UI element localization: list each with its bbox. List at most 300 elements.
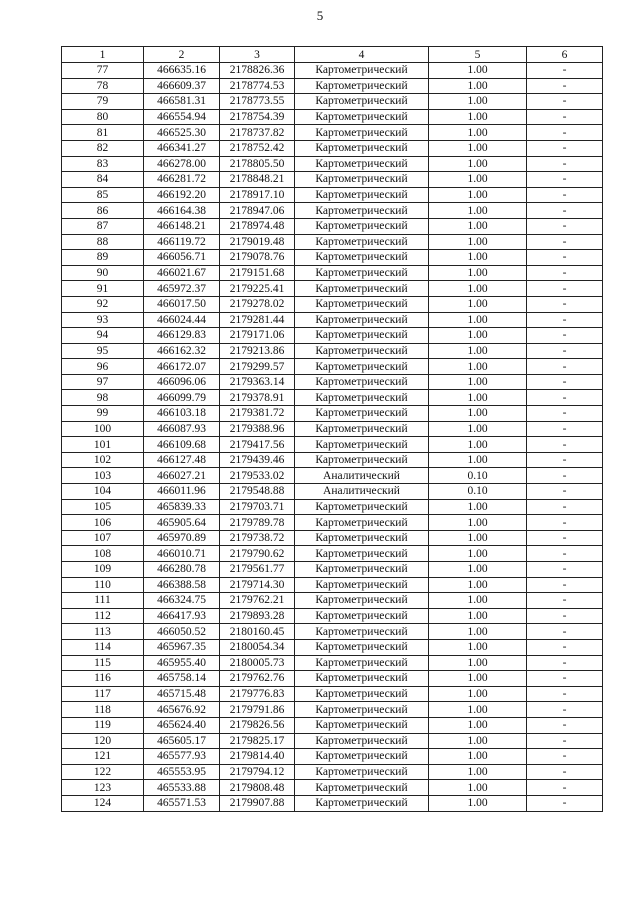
table-cell: 1.00	[429, 312, 527, 328]
table-cell: 107	[62, 530, 144, 546]
table-cell: 97	[62, 374, 144, 390]
table-row	[62, 234, 603, 250]
table-cell: 2179281.44	[220, 312, 295, 328]
table-cell: 85	[62, 187, 144, 203]
table-cell: 102	[62, 452, 144, 468]
table-cell: 113	[62, 624, 144, 640]
table-cell: 1.00	[429, 499, 527, 515]
table-cell: 466024.44	[144, 312, 220, 328]
table-cell: 1.00	[429, 437, 527, 453]
table-cell: 1.00	[429, 172, 527, 188]
table-cell: Картометрический	[295, 546, 429, 562]
table-cell: 466635.16	[144, 63, 220, 79]
table-cell: -	[527, 140, 603, 156]
table-cell: 91	[62, 281, 144, 297]
table-cell: 466087.93	[144, 421, 220, 437]
table-cell: 2178805.50	[220, 156, 295, 172]
table-cell: 466324.75	[144, 593, 220, 609]
table-cell: 110	[62, 577, 144, 593]
table-cell: -	[527, 265, 603, 281]
table-cell: -	[527, 717, 603, 733]
table-cell: 2179791.86	[220, 702, 295, 718]
table-cell: 90	[62, 265, 144, 281]
table-cell: Картометрический	[295, 515, 429, 531]
table-row	[62, 749, 603, 765]
table-row	[62, 702, 603, 718]
table-cell: -	[527, 764, 603, 780]
table-cell: -	[527, 234, 603, 250]
table-cell: 86	[62, 203, 144, 219]
table-cell: 1.00	[429, 250, 527, 266]
table-cell: Картометрический	[295, 686, 429, 702]
table-cell: 2179776.83	[220, 686, 295, 702]
table-cell: 466192.20	[144, 187, 220, 203]
table-cell: Картометрический	[295, 218, 429, 234]
table-cell: -	[527, 639, 603, 655]
table-cell: Картометрический	[295, 530, 429, 546]
table-cell: -	[527, 577, 603, 593]
table-cell: Картометрический	[295, 250, 429, 266]
table-cell: 1.00	[429, 671, 527, 687]
table-cell: Картометрический	[295, 795, 429, 811]
table-cell: Картометрический	[295, 374, 429, 390]
table-row	[62, 156, 603, 172]
table-cell: 466609.37	[144, 78, 220, 94]
table-cell: -	[527, 562, 603, 578]
table-cell: 1.00	[429, 452, 527, 468]
table-cell: 2179151.68	[220, 265, 295, 281]
table-cell: Картометрический	[295, 624, 429, 640]
table-cell: 2180005.73	[220, 655, 295, 671]
table-cell: -	[527, 390, 603, 406]
table-cell: 465553.95	[144, 764, 220, 780]
table-cell: 466099.79	[144, 390, 220, 406]
table-cell: -	[527, 749, 603, 765]
table-cell: 2180160.45	[220, 624, 295, 640]
table-cell: Картометрический	[295, 140, 429, 156]
table-cell: -	[527, 312, 603, 328]
table-cell: 2179278.02	[220, 296, 295, 312]
table-row	[62, 515, 603, 531]
table-cell: -	[527, 218, 603, 234]
table-row	[62, 484, 603, 500]
table-row	[62, 109, 603, 125]
table-cell: 104	[62, 484, 144, 500]
table-row	[62, 733, 603, 749]
table-row	[62, 281, 603, 297]
table-cell: -	[527, 733, 603, 749]
table-row	[62, 94, 603, 110]
table-cell: 116	[62, 671, 144, 687]
table-cell: 80	[62, 109, 144, 125]
table-cell: Картометрический	[295, 717, 429, 733]
table-cell: 2179363.14	[220, 374, 295, 390]
table-cell: 1.00	[429, 94, 527, 110]
table-cell: -	[527, 530, 603, 546]
table-cell: 96	[62, 359, 144, 375]
table-cell: 466525.30	[144, 125, 220, 141]
table-cell: Картометрический	[295, 780, 429, 796]
table-row	[62, 406, 603, 422]
table-cell: Картометрический	[295, 671, 429, 687]
table-cell: -	[527, 296, 603, 312]
table-cell: 111	[62, 593, 144, 609]
table-cell: Картометрический	[295, 125, 429, 141]
table-cell: 2178773.55	[220, 94, 295, 110]
table-cell: -	[527, 281, 603, 297]
table-cell: 92	[62, 296, 144, 312]
table-row	[62, 390, 603, 406]
table-cell: 465972.37	[144, 281, 220, 297]
table-cell: 1.00	[429, 203, 527, 219]
table-cell: 2179299.57	[220, 359, 295, 375]
table-cell: 1.00	[429, 281, 527, 297]
table-cell: -	[527, 421, 603, 437]
table-cell: 83	[62, 156, 144, 172]
table-cell: 1.00	[429, 328, 527, 344]
table-cell: 100	[62, 421, 144, 437]
table-cell: -	[527, 515, 603, 531]
table-cell: -	[527, 499, 603, 515]
table-cell: 2179893.28	[220, 608, 295, 624]
table-row	[62, 250, 603, 266]
table-body	[62, 63, 603, 812]
column-header: 6	[527, 47, 603, 63]
table-cell: 2179762.21	[220, 593, 295, 609]
table-cell: -	[527, 343, 603, 359]
table-cell: 466280.78	[144, 562, 220, 578]
table-cell: 1.00	[429, 359, 527, 375]
table-cell: 1.00	[429, 733, 527, 749]
table-cell: 118	[62, 702, 144, 718]
page-number: 5	[316, 8, 324, 23]
table-cell: Картометрический	[295, 312, 429, 328]
table-cell: Картометрический	[295, 281, 429, 297]
table-cell: Картометрический	[295, 63, 429, 79]
table-cell: 0.10	[429, 468, 527, 484]
table-row	[62, 530, 603, 546]
table-cell: 1.00	[429, 577, 527, 593]
table-cell: 1.00	[429, 780, 527, 796]
table-cell: 2179378.91	[220, 390, 295, 406]
table-row	[62, 639, 603, 655]
table-cell: 1.00	[429, 63, 527, 79]
table-cell: Картометрический	[295, 328, 429, 344]
table-cell: Картометрический	[295, 655, 429, 671]
table-cell: 2179808.48	[220, 780, 295, 796]
table-row	[62, 780, 603, 796]
table-cell: 2179019.48	[220, 234, 295, 250]
table-cell: 1.00	[429, 795, 527, 811]
table-cell: 2180054.34	[220, 639, 295, 655]
table-cell: 466119.72	[144, 234, 220, 250]
table-cell: 1.00	[429, 406, 527, 422]
table-cell: 88	[62, 234, 144, 250]
table-cell: Картометрический	[295, 421, 429, 437]
table-row	[62, 624, 603, 640]
table-cell: 1.00	[429, 343, 527, 359]
table-cell: 2179381.72	[220, 406, 295, 422]
table-cell: Картометрический	[295, 562, 429, 578]
table-cell: -	[527, 437, 603, 453]
table-cell: 98	[62, 390, 144, 406]
table-cell: 2179714.30	[220, 577, 295, 593]
table-cell: 121	[62, 749, 144, 765]
table-cell: 2179789.78	[220, 515, 295, 531]
table-cell: 1.00	[429, 265, 527, 281]
table-cell: -	[527, 468, 603, 484]
table-cell: 0.10	[429, 484, 527, 500]
table-cell: 1.00	[429, 655, 527, 671]
table-cell: 466010.71	[144, 546, 220, 562]
table-cell: Картометрический	[295, 593, 429, 609]
table-cell: 93	[62, 312, 144, 328]
table-cell: 2179762.76	[220, 671, 295, 687]
table-cell: 99	[62, 406, 144, 422]
table-cell: 466417.93	[144, 608, 220, 624]
table-cell: 2179078.76	[220, 250, 295, 266]
table-cell: 2179171.06	[220, 328, 295, 344]
table-cell: Картометрический	[295, 639, 429, 655]
table-cell: 2178737.82	[220, 125, 295, 141]
table-cell: 1.00	[429, 140, 527, 156]
table-cell: 81	[62, 125, 144, 141]
table-cell: 2179388.96	[220, 421, 295, 437]
column-header: 2	[144, 47, 220, 63]
table-cell: 1.00	[429, 639, 527, 655]
table-cell: 1.00	[429, 421, 527, 437]
table-cell: 1.00	[429, 562, 527, 578]
table-cell: 2179417.56	[220, 437, 295, 453]
table-cell: 465967.35	[144, 639, 220, 655]
table-row	[62, 203, 603, 219]
table-cell: 2178848.21	[220, 172, 295, 188]
table-cell: -	[527, 686, 603, 702]
coordinates-table	[61, 46, 603, 812]
table-cell: -	[527, 671, 603, 687]
table-cell: 465839.33	[144, 499, 220, 515]
table-row	[62, 655, 603, 671]
table-row	[62, 671, 603, 687]
table-cell: 2179548.88	[220, 484, 295, 500]
table-cell: Картометрический	[295, 577, 429, 593]
table-cell: Аналитический	[295, 468, 429, 484]
table-cell: 1.00	[429, 686, 527, 702]
table-cell: 84	[62, 172, 144, 188]
table-cell: Картометрический	[295, 203, 429, 219]
table-cell: 466164.38	[144, 203, 220, 219]
table-cell: 1.00	[429, 187, 527, 203]
table-cell: -	[527, 125, 603, 141]
table-row	[62, 764, 603, 780]
table-cell: 465955.40	[144, 655, 220, 671]
table-cell: 466148.21	[144, 218, 220, 234]
table-cell: Картометрический	[295, 172, 429, 188]
table-cell: -	[527, 624, 603, 640]
table-cell: 2179907.88	[220, 795, 295, 811]
table-cell: 466281.72	[144, 172, 220, 188]
table-row	[62, 187, 603, 203]
table-cell: 466011.96	[144, 484, 220, 500]
table-cell: 1.00	[429, 234, 527, 250]
table-row	[62, 499, 603, 515]
table-cell: Картометрический	[295, 109, 429, 125]
table-cell: 465605.17	[144, 733, 220, 749]
table-cell: 465758.14	[144, 671, 220, 687]
table-row	[62, 562, 603, 578]
column-header: 5	[429, 47, 527, 63]
table-cell: Картометрический	[295, 499, 429, 515]
table-cell: 109	[62, 562, 144, 578]
table-cell: 465715.48	[144, 686, 220, 702]
table-cell: 105	[62, 499, 144, 515]
table-cell: 466127.48	[144, 452, 220, 468]
table-row	[62, 452, 603, 468]
table-row	[62, 608, 603, 624]
table-cell: -	[527, 63, 603, 79]
table-cell: Картометрический	[295, 156, 429, 172]
table-row	[62, 359, 603, 375]
table-row	[62, 686, 603, 702]
table-cell: 1.00	[429, 764, 527, 780]
table-row	[62, 421, 603, 437]
table-cell: -	[527, 156, 603, 172]
table-row	[62, 577, 603, 593]
table-row	[62, 125, 603, 141]
table-cell: 1.00	[429, 78, 527, 94]
table-cell: 2179225.41	[220, 281, 295, 297]
table-cell: 1.00	[429, 717, 527, 733]
table-row	[62, 312, 603, 328]
table-cell: 465970.89	[144, 530, 220, 546]
table-cell: Картометрический	[295, 608, 429, 624]
table-cell: 120	[62, 733, 144, 749]
table-cell: 95	[62, 343, 144, 359]
table-cell: -	[527, 374, 603, 390]
table-row	[62, 265, 603, 281]
table-cell: 1.00	[429, 156, 527, 172]
table-cell: 2179790.62	[220, 546, 295, 562]
table-row	[62, 468, 603, 484]
table-cell: 2179439.46	[220, 452, 295, 468]
table-cell: 78	[62, 78, 144, 94]
table-cell: 2178917.10	[220, 187, 295, 203]
table-cell: 2178974.48	[220, 218, 295, 234]
table-cell: -	[527, 78, 603, 94]
table-cell: Аналитический	[295, 484, 429, 500]
table-cell: 87	[62, 218, 144, 234]
table-cell: 466109.68	[144, 437, 220, 453]
column-header: 3	[220, 47, 295, 63]
table-cell: 466056.71	[144, 250, 220, 266]
table-cell: 465676.92	[144, 702, 220, 718]
table-cell: 77	[62, 63, 144, 79]
table-cell: Картометрический	[295, 452, 429, 468]
table-cell: 115	[62, 655, 144, 671]
table-cell: -	[527, 593, 603, 609]
header-row	[62, 47, 603, 63]
table-cell: -	[527, 655, 603, 671]
table-cell: 1.00	[429, 125, 527, 141]
table-cell: Картометрический	[295, 764, 429, 780]
table-row	[62, 63, 603, 79]
table-cell: 94	[62, 328, 144, 344]
table-cell: 466388.58	[144, 577, 220, 593]
table-cell: 123	[62, 780, 144, 796]
table-cell: 465571.53	[144, 795, 220, 811]
table-cell: 466021.67	[144, 265, 220, 281]
table-cell: 1.00	[429, 702, 527, 718]
table-cell: -	[527, 203, 603, 219]
table-cell: 466554.94	[144, 109, 220, 125]
table-row	[62, 140, 603, 156]
table-cell: Картометрический	[295, 437, 429, 453]
table-cell: 124	[62, 795, 144, 811]
table-cell: -	[527, 452, 603, 468]
table-cell: Картометрический	[295, 265, 429, 281]
table-row	[62, 546, 603, 562]
table-cell: -	[527, 109, 603, 125]
table-cell: 1.00	[429, 390, 527, 406]
table-cell: 122	[62, 764, 144, 780]
table-cell: 466172.07	[144, 359, 220, 375]
table-cell: 2179825.17	[220, 733, 295, 749]
table-cell: 79	[62, 94, 144, 110]
table-cell: 117	[62, 686, 144, 702]
table-cell: 103	[62, 468, 144, 484]
table-row	[62, 296, 603, 312]
table-cell: -	[527, 172, 603, 188]
table-cell: -	[527, 187, 603, 203]
table-cell: 1.00	[429, 296, 527, 312]
table-cell: 114	[62, 639, 144, 655]
table-cell: Картометрический	[295, 343, 429, 359]
table-cell: Картометрический	[295, 733, 429, 749]
table-cell: 1.00	[429, 515, 527, 531]
table-cell: 2178826.36	[220, 63, 295, 79]
table-cell: 465905.64	[144, 515, 220, 531]
table-cell: 2178947.06	[220, 203, 295, 219]
table-cell: 465577.93	[144, 749, 220, 765]
table-cell: Картометрический	[295, 78, 429, 94]
table-row	[62, 172, 603, 188]
table-cell: Картометрический	[295, 187, 429, 203]
table-cell: Картометрический	[295, 234, 429, 250]
table-row	[62, 78, 603, 94]
table-cell: -	[527, 795, 603, 811]
table-cell: 2178754.39	[220, 109, 295, 125]
table-cell: -	[527, 546, 603, 562]
table-cell: 1.00	[429, 109, 527, 125]
table-cell: 466162.32	[144, 343, 220, 359]
table-cell: 1.00	[429, 530, 527, 546]
table-cell: -	[527, 608, 603, 624]
table-row	[62, 328, 603, 344]
table-cell: 82	[62, 140, 144, 156]
table-cell: Картометрический	[295, 296, 429, 312]
table-cell: Картометрический	[295, 749, 429, 765]
table-cell: 108	[62, 546, 144, 562]
table-cell: 119	[62, 717, 144, 733]
table-row	[62, 218, 603, 234]
table-cell: 2179814.40	[220, 749, 295, 765]
table-cell: 2179826.56	[220, 717, 295, 733]
table-cell: 2178774.53	[220, 78, 295, 94]
table-cell: -	[527, 484, 603, 500]
table-cell: 89	[62, 250, 144, 266]
table-row	[62, 717, 603, 733]
table-cell: 466103.18	[144, 406, 220, 422]
